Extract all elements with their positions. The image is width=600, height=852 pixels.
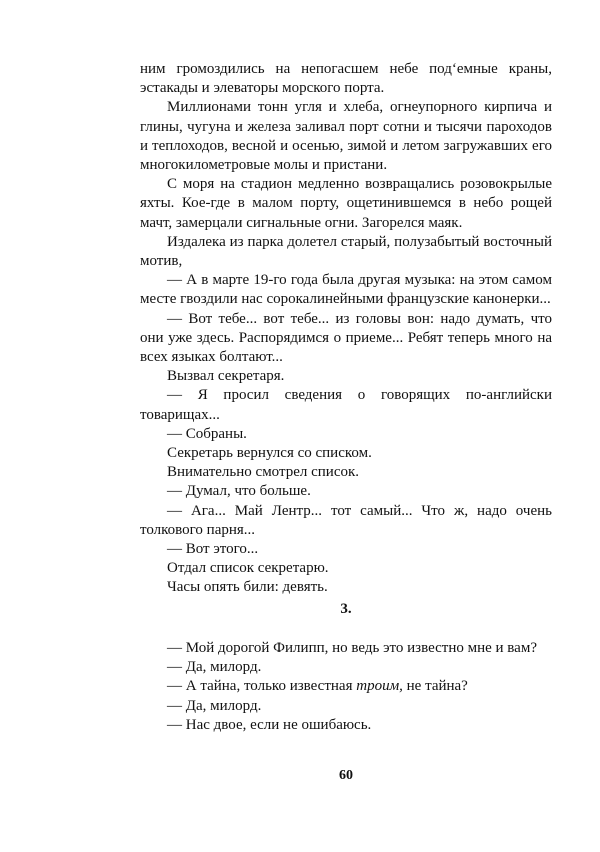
dialogue-line: — Ага... Май Лентр... тот самый... Что ж, надо очень толкового парня... xyxy=(140,502,552,538)
narration-line: Внимательно смотрел список. xyxy=(167,464,360,481)
dialogue-line: — А в марте 19-го года была другая музыка: на этом самом месте гвоздили нас сорокалинейными французские канонерки... xyxy=(140,272,552,308)
narration-line: Отдал список секретарю. xyxy=(167,560,329,577)
main-text-top xyxy=(140,60,552,598)
narration-line: Часы опять били: девять. xyxy=(167,579,328,596)
dialogue-text: — А тайна, только известная xyxy=(167,678,357,695)
dialogue-line: — Вот тебе... вот тебе... из головы вон: надо думать, что они уже здесь. Распорядимся о приеме... Ребят теперь много на всех языках болтают... xyxy=(140,310,552,366)
main-text-bottom xyxy=(140,639,552,735)
dialogue-line: — Да, милорд. xyxy=(167,659,262,676)
page-number: 60 xyxy=(339,768,353,783)
section-heading: 3. xyxy=(340,601,352,617)
dialogue-line: — Собраны. xyxy=(167,425,247,442)
dialogue-line-with-emphasis xyxy=(140,677,552,696)
dialogue-line: — Я просил сведения о говорящих по-английски товарищах... xyxy=(140,387,552,423)
narration-line: Секретарь вернулся со списком. xyxy=(167,445,372,462)
dialogue-line: — Думал, что больше. xyxy=(167,483,311,500)
dialogue-line: — Нас двое, если не ошибаюсь. xyxy=(167,716,372,733)
narration-line: Вызвал секретаря. xyxy=(167,368,285,385)
dialogue-line: — Да, милорд. xyxy=(167,697,262,714)
emphasized-word: троим, xyxy=(356,678,403,695)
paragraph-motif: Издалека из парка долетел старый, полузабытый восточный мотив, xyxy=(140,233,552,270)
dialogue-text: не тайна? xyxy=(402,678,468,695)
dialogue-line: — Вот этого... xyxy=(167,541,259,558)
dialogue-line: — Мой дорогой Филипп, но ведь это известно мне и вам? xyxy=(167,640,537,656)
paragraph-continuation: ним громоздились на непогасшем небе под‘емные краны, эстакады и элеваторы морского порта. xyxy=(140,61,552,97)
paragraph-port: Миллионами тонн угля и хлеба, огнеупорного кирпича и глины, чугуна и железа заливал порт сотни и тысячи пароходов и теплоходов, весной и осенью, зимой и летом загружавших его многокилометровые молы и пристани. xyxy=(140,99,552,174)
paragraph-yachts: С моря на стадион медленно возвращались розовокрылые яхты. Кое-где в малом порту, ощетинившемся в небо рощей мачт, замерцали сигнальные огни. Загорелся маяк. xyxy=(140,176,552,231)
